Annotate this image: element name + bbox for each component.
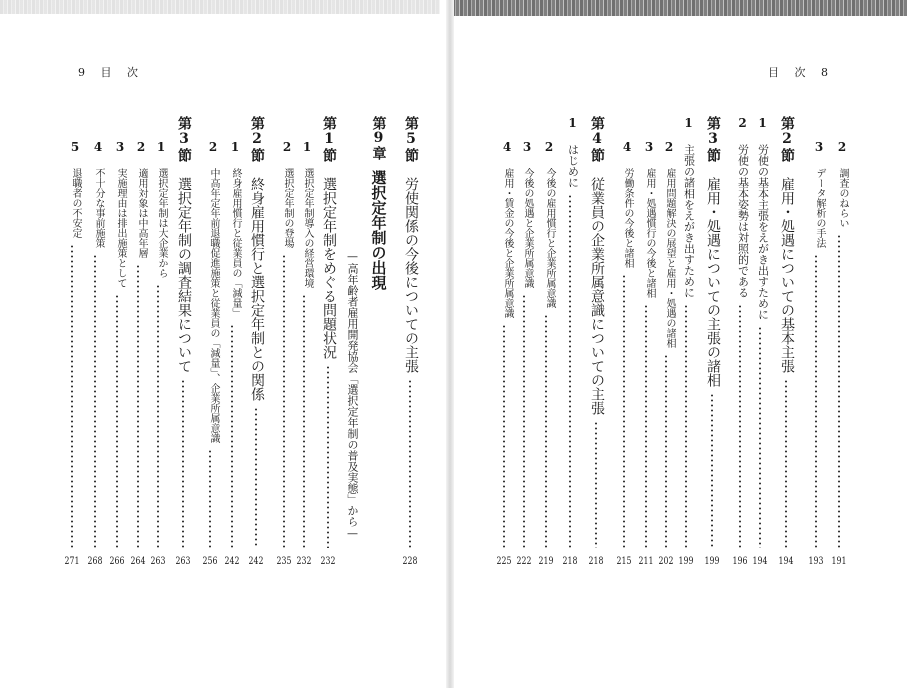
toc-entry-l02 xyxy=(371,116,386,290)
dot-leader xyxy=(595,421,597,548)
dot-leader xyxy=(209,449,211,548)
dot-leader xyxy=(665,354,667,548)
dot-leader xyxy=(711,393,713,548)
running-head-right: 目 次 8 xyxy=(768,66,834,79)
toc-entry-number: 3 xyxy=(520,140,534,154)
page-number: 225 xyxy=(496,556,512,567)
toc-entry-l15 xyxy=(67,140,83,238)
toc-entry-title: はじめに xyxy=(566,144,580,188)
toc-entry-number: 1 xyxy=(681,116,696,130)
toc-entry-l14 xyxy=(90,140,106,248)
toc-entry-r10 xyxy=(619,140,635,268)
toc-entry-title: —高年齢者雇用開発協会「選択定年制の普及実態」から— xyxy=(346,250,359,540)
page-number: 199 xyxy=(678,556,694,567)
toc-entry-title: 雇用・処遇についての基本主張 xyxy=(779,177,795,373)
page-number: 228 xyxy=(402,556,418,567)
toc-entry-title: 調査のねらい xyxy=(837,168,848,228)
toc-entry-l07 xyxy=(249,116,265,401)
dot-leader xyxy=(815,254,817,548)
toc-entry-title: 今後の雇用慣行と企業所属意識 xyxy=(544,168,555,308)
toc-entry-title: 従業員の企業所属意識についての主張 xyxy=(589,177,605,415)
dot-leader xyxy=(157,284,159,548)
toc-entry-r13 xyxy=(541,140,557,308)
toc-entry-l04 xyxy=(321,116,337,359)
book-gutter xyxy=(446,0,454,688)
toc-entry-title: 実施理由は排出施策として xyxy=(115,168,126,288)
dot-leader xyxy=(283,254,285,548)
toc-entry-number: 1 xyxy=(755,116,770,130)
dot-leader xyxy=(255,407,257,548)
toc-entry-l08 xyxy=(227,140,243,318)
page-number: 193 xyxy=(808,556,824,567)
toc-entry-r09 xyxy=(641,140,657,298)
toc-entry-number: 2 xyxy=(835,140,849,154)
page-number: 211 xyxy=(638,556,654,567)
page-number: 194 xyxy=(778,556,794,567)
dot-leader xyxy=(685,304,687,548)
toc-entry-number: 第3節 xyxy=(176,116,192,163)
page-number: 256 xyxy=(202,556,218,567)
dot-leader xyxy=(94,254,96,548)
toc-entry-number: 2 xyxy=(280,140,294,154)
toc-entry-number: 第2節 xyxy=(249,116,265,163)
page-number: 264 xyxy=(130,556,146,567)
page-number: 218 xyxy=(588,556,604,567)
toc-entry-l03 xyxy=(347,190,358,540)
toc-entry-title: 労使関係の今後についての主張 xyxy=(403,177,419,373)
toc-entry-title: 選択定年制導入の経営環境 xyxy=(302,168,313,288)
toc-entry-number: 2 xyxy=(662,140,676,154)
toc-entry-title: 主張の諸相をえがき出すために xyxy=(682,144,696,298)
toc-entry-title: 雇用・賃金の今後と企業所属意識 xyxy=(502,168,513,318)
toc-entry-l05 xyxy=(299,140,315,288)
toc-entry-number: 4 xyxy=(500,140,514,154)
toc-entry-number: 4 xyxy=(620,140,634,154)
page-number: 215 xyxy=(616,556,632,567)
dot-leader xyxy=(785,379,787,548)
running-head-left: 9 目 次 xyxy=(78,66,144,79)
toc-entry-number: 2 xyxy=(542,140,556,154)
page-number: 191 xyxy=(831,556,847,567)
toc-entry-r06 xyxy=(705,116,721,387)
toc-entry-title: 雇用問題解決の展望と雇用・処遇の諸相 xyxy=(664,168,675,348)
toc-entry-number: 3 xyxy=(113,140,127,154)
toc-entry-l12 xyxy=(133,140,149,258)
page-number: 232 xyxy=(320,556,336,567)
toc-entry-number: 2 xyxy=(735,116,750,130)
toc-entry-r14 xyxy=(519,140,535,288)
page-number: 232 xyxy=(296,556,312,567)
toc-entry-l01 xyxy=(403,116,419,373)
toc-entry-title: 選択定年制をめぐる問題状況 xyxy=(321,177,337,359)
toc-entry-l11 xyxy=(153,140,169,278)
dot-leader xyxy=(137,264,139,548)
dot-leader xyxy=(838,234,840,548)
page-number: 219 xyxy=(538,556,554,567)
dot-leader xyxy=(623,274,625,548)
toc-entry-number: 1 xyxy=(300,140,314,154)
toc-entry-number: 4 xyxy=(91,140,105,154)
page-number: 263 xyxy=(150,556,166,567)
dot-leader xyxy=(303,294,305,548)
toc-entry-r08 xyxy=(661,140,677,348)
toc-entry-title: 労使の基本姿勢は対照的である xyxy=(736,144,750,298)
page-number: 218 xyxy=(562,556,578,567)
toc-entry-number: 第2節 xyxy=(779,116,795,163)
page-number: 242 xyxy=(224,556,240,567)
dot-leader xyxy=(231,324,233,548)
page-number: 194 xyxy=(752,556,768,567)
toc-entry-number: 第3節 xyxy=(705,116,721,163)
dot-leader xyxy=(503,324,505,548)
toc-entry-number: 3 xyxy=(642,140,656,154)
toc-entry-number: 第5節 xyxy=(403,116,419,163)
toc-entry-title: データ解析の手法 xyxy=(814,168,825,248)
toc-entry-title: 終身雇用慣行と選択定年制との関係 xyxy=(249,177,265,401)
dot-leader xyxy=(645,304,647,548)
scan-edge-left xyxy=(0,0,440,14)
toc-entry-l06 xyxy=(279,140,295,248)
toc-entry-number: 5 xyxy=(68,140,82,154)
toc-entry-r11 xyxy=(589,116,605,415)
page-number: 202 xyxy=(658,556,674,567)
dot-leader xyxy=(327,365,329,548)
toc-entry-l10 xyxy=(176,116,192,373)
toc-entry-title: 今後の処遇と企業所属意識 xyxy=(522,168,533,288)
toc-entry-number: 3 xyxy=(812,140,826,154)
toc-entry-number: 第9章 xyxy=(370,116,387,160)
scan-edge-right xyxy=(452,0,907,16)
dot-leader xyxy=(569,194,571,548)
toc-entry-r02 xyxy=(811,140,827,248)
toc-entry-title: 雇用・処遇についての主張の諸相 xyxy=(705,177,721,387)
toc-entry-number: 1 xyxy=(228,140,242,154)
toc-entry-title: 雇用・処遇慣行の今後と諸相 xyxy=(644,168,655,298)
page-number: 196 xyxy=(732,556,748,567)
toc-entry-title: 選択定年制の調査結果について xyxy=(176,177,192,373)
toc-entry-r04 xyxy=(755,116,771,320)
toc-entry-number: 第4節 xyxy=(589,116,605,163)
toc-entry-l13 xyxy=(112,140,128,288)
toc-entry-number: 1 xyxy=(154,140,168,154)
toc-entry-r01 xyxy=(834,140,850,228)
toc-entry-title: 労働条件の今後と諸相 xyxy=(622,168,633,268)
toc-entry-r15 xyxy=(499,140,515,318)
toc-entry-title: 不十分な事前施策 xyxy=(93,168,104,248)
toc-entry-title: 中高年定年前退職促進施策と従業員の「減量」、企業所属意識 xyxy=(208,168,219,443)
page-number: 235 xyxy=(276,556,292,567)
page-number: 271 xyxy=(64,556,80,567)
dot-leader xyxy=(116,294,118,548)
dot-leader xyxy=(523,294,525,548)
toc-entry-title: 選択定年制の出現 xyxy=(369,170,388,290)
toc-entry-title: 選択定年制は大企業から xyxy=(156,168,167,278)
toc-entry-r07 xyxy=(681,116,697,298)
toc-entry-title: 退職者の不安定 xyxy=(70,168,81,238)
dot-leader xyxy=(182,379,184,548)
toc-entry-title: 適用対象は中高年層 xyxy=(136,168,147,258)
page-number: 263 xyxy=(175,556,191,567)
toc-entry-l09 xyxy=(205,140,221,443)
toc-entry-title: 選択定年制の登場 xyxy=(282,168,293,248)
page-number: 266 xyxy=(109,556,125,567)
dot-leader xyxy=(409,379,411,548)
dot-leader xyxy=(545,314,547,548)
toc-entry-r12 xyxy=(565,116,581,188)
toc-entry-r05 xyxy=(735,116,751,298)
page-number: 268 xyxy=(87,556,103,567)
toc-entry-title: 終身雇用慣行と従業員の「減量」 xyxy=(230,168,241,318)
toc-entry-number: 2 xyxy=(206,140,220,154)
dot-leader xyxy=(739,304,741,548)
page-number: 222 xyxy=(516,556,532,567)
dot-leader xyxy=(759,326,761,548)
page-number: 199 xyxy=(704,556,720,567)
toc-entry-title: 労使の基本主張をえがき出すために xyxy=(756,144,770,320)
dot-leader xyxy=(71,244,73,548)
toc-entry-r03 xyxy=(779,116,795,373)
toc-entry-number: 2 xyxy=(134,140,148,154)
toc-entry-number: 第1節 xyxy=(321,116,337,163)
toc-entry-number: 1 xyxy=(565,116,580,130)
page-number: 242 xyxy=(248,556,264,567)
